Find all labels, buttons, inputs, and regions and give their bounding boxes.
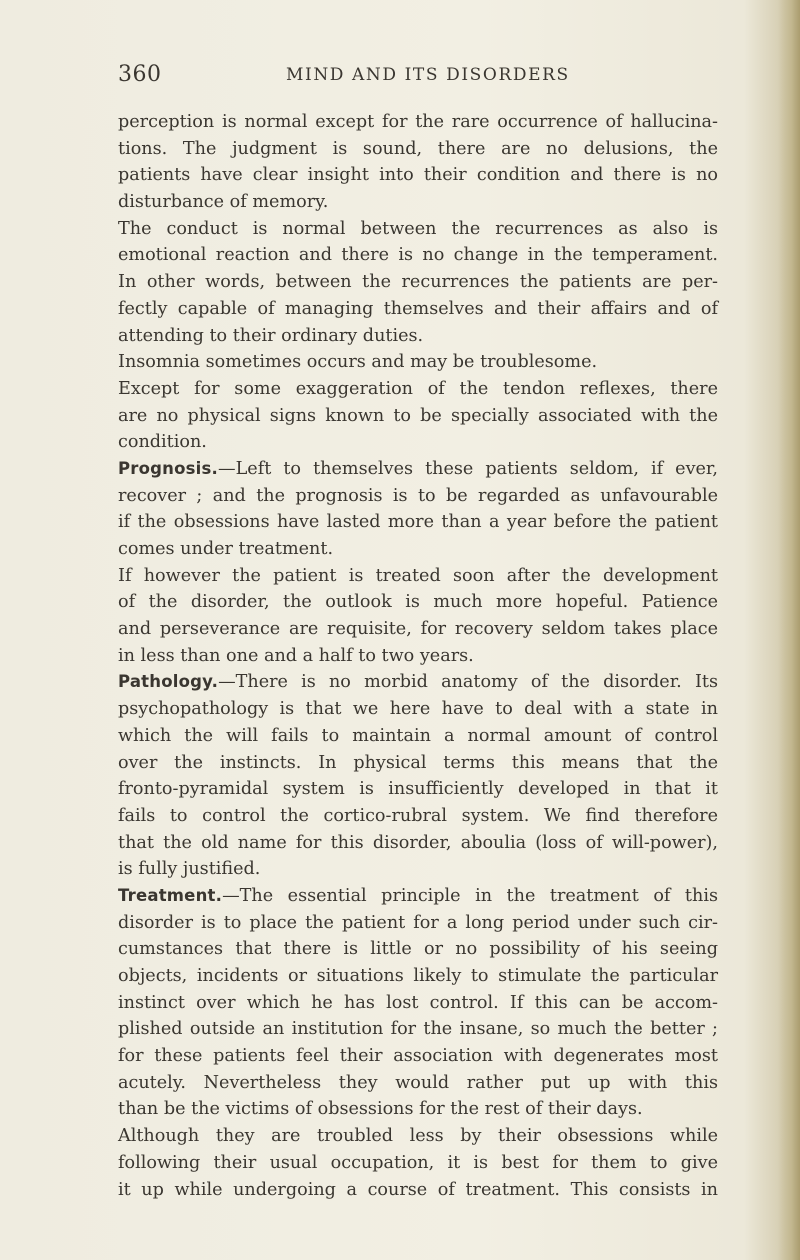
line-text: disturbance of memory. (118, 192, 329, 213)
text-line (118, 723, 718, 750)
text-line (118, 750, 718, 777)
line-text: recover ; and the prognosis is to be regarded as unfavourable (118, 485, 718, 506)
line-text: fectly capable of managing themselves and their affairs and of (118, 298, 718, 319)
line-text: and perseverance are requisite, for recovery seldom takes place (118, 619, 718, 640)
text-line (118, 990, 718, 1017)
line-text: disorder is to place the patient for a long period under such cir- (118, 912, 718, 933)
line-text: are no physical signs known to be specially associated with the (118, 405, 718, 426)
text-line (118, 296, 718, 323)
line-text: than be the victims of obsessions for the rest of their days. (118, 1099, 643, 1120)
line-text: psychopathology is that we here have to deal with a state in (118, 699, 718, 720)
text-line (118, 1123, 718, 1150)
line-text: instinct over which he has lost control. If this can be accom- (118, 992, 718, 1013)
line-text: in less than one and a half to two years. (118, 645, 474, 666)
line-text: if the obsessions have lasted more than a year before the patient (118, 512, 718, 533)
text-line (118, 456, 718, 483)
text-line (118, 242, 718, 269)
text-line (118, 323, 718, 350)
text-line (118, 536, 718, 563)
section-heading: Pathology. (118, 672, 219, 692)
text-line (118, 643, 718, 670)
text-line (118, 616, 718, 643)
line-text: over the instincts. In physical terms this means that the (118, 752, 718, 773)
line-text: Except for some exaggeration of the tendon reflexes, there (118, 378, 718, 399)
line-text: tions. The judgment is sound, there are no delusions, the (118, 138, 718, 159)
section-heading: Treatment. (118, 885, 223, 905)
text-line (118, 776, 718, 803)
line-text: comes under treatment. (118, 539, 334, 559)
line-text: cumstances that there is little or no possibility of his seeing (118, 939, 718, 960)
text-line (118, 189, 718, 216)
line-text: for these patients feel their association with degenerates most (118, 1046, 718, 1067)
text-line (118, 376, 718, 403)
line-text: plished outside an institution for the insane, so much the better ; (118, 1019, 718, 1040)
body-text (118, 109, 718, 1203)
text-line (118, 349, 718, 376)
line-text: Although they are troubled less by their obsessions while (118, 1126, 718, 1147)
line-text: of the disorder, the outlook is much more hopeful. Patience (118, 592, 718, 613)
line-text: —Left to themselves these patients seldom, if ever, (218, 458, 718, 479)
text-line (118, 669, 718, 696)
text-line (118, 589, 718, 616)
text-line (118, 1150, 718, 1177)
text-line (118, 803, 718, 830)
line-text: is fully justified. (118, 859, 261, 880)
line-text: which the will fails to maintain a normal amount of control (118, 725, 718, 746)
text-line (118, 563, 718, 590)
line-text: If however the patient is treated soon after the development (118, 565, 718, 586)
line-text: following their usual occupation, it is best for them to give (118, 1152, 718, 1173)
text-line (118, 216, 718, 243)
text-line (118, 109, 718, 136)
line-text: emotional reaction and there is no change in the temperament. (118, 245, 718, 266)
page-number: 360 (118, 62, 162, 87)
text-line (118, 509, 718, 536)
line-text: objects, incidents or situations likely to stimulate the particular (118, 966, 718, 986)
page-header (118, 62, 718, 96)
text-line (118, 936, 718, 963)
text-line (118, 162, 718, 189)
line-text: perception is normal except for the rare occurrence of hallucina- (118, 112, 718, 132)
line-text: condition. (118, 432, 207, 453)
line-text: acutely. Nevertheless they would rather put up with this (118, 1072, 718, 1093)
text-line (118, 696, 718, 723)
text-line (118, 136, 718, 163)
line-text: The conduct is normal between the recurrences as also is (118, 218, 718, 239)
line-text: that the old name for this disorder, aboulia (loss of will-power), (118, 832, 718, 853)
text-line (118, 910, 718, 937)
text-line (118, 1016, 718, 1043)
text-line (118, 883, 718, 910)
section-heading: Prognosis. (118, 458, 219, 478)
text-line (118, 1177, 718, 1204)
page-edge-shadow (778, 0, 800, 1260)
text-line (118, 1043, 718, 1070)
text-line (118, 830, 718, 857)
line-text: attending to their ordinary duties. (118, 325, 424, 346)
line-text: fronto-pyramidal system is insufficiently developed in that it (118, 779, 718, 800)
text-line (118, 1096, 718, 1123)
text-line (118, 483, 718, 510)
text-line (118, 403, 718, 430)
line-text: —The essential principle in the treatment of this (222, 885, 718, 906)
line-text: Insomnia sometimes occurs and may be troublesome. (118, 352, 598, 373)
line-text: fails to control the cortico-rubral system. We find therefore (118, 805, 718, 826)
line-text: it up while undergoing a course of treatment. This consists in (118, 1179, 718, 1200)
line-text: —There is no morbid anatomy of the disorder. Its (218, 672, 718, 693)
text-line (118, 963, 718, 990)
text-line (118, 856, 718, 883)
text-line (118, 429, 718, 456)
running-head: MIND AND ITS DISORDERS (286, 65, 570, 85)
line-text: In other words, between the recurrences the patients are per- (118, 272, 718, 293)
line-text: patients have clear insight into their condition and there is no (118, 165, 718, 186)
text-line (118, 269, 718, 296)
text-line (118, 1070, 718, 1097)
